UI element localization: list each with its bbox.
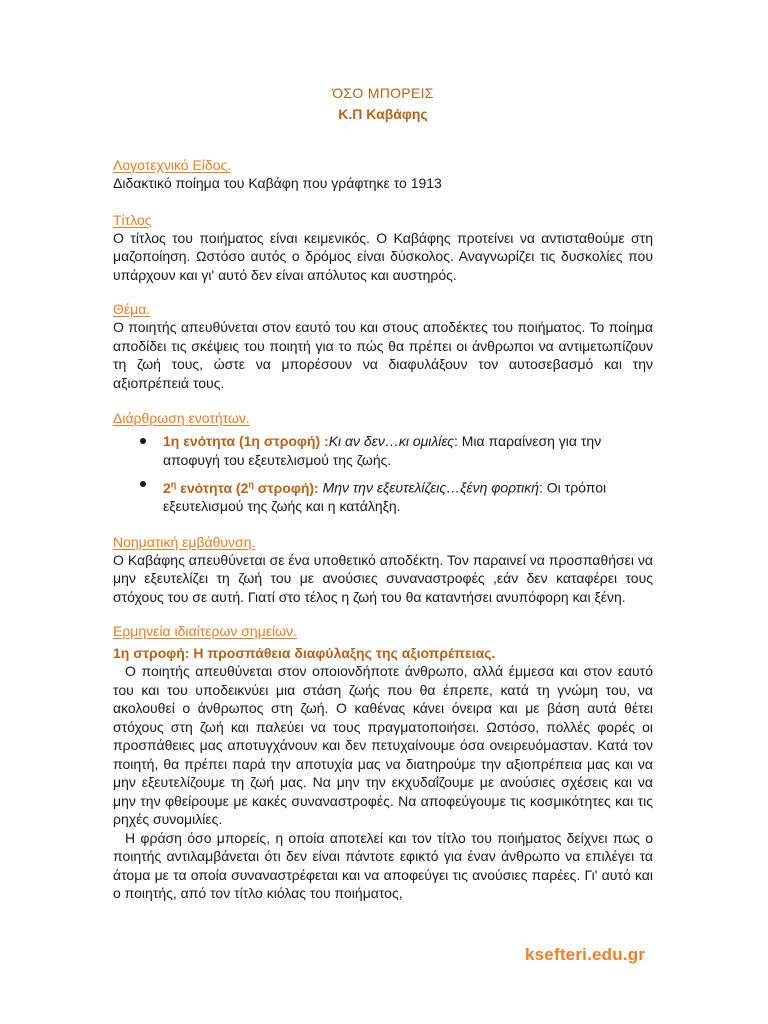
- text-theme: Ο ποιητής απευθύνεται στον εαυτό του και στους αποδέκτες του ποιήματος. Το ποίημα αποδίδει τις σκέψεις του ποιητή για το πώς θα πρέπει οι άνθρωποι να αντιμετωπίζουν τη ζωή τους, ώστε να μπορέσουν να διαφυλάξουν τον αυτοσεβασμό και την αξιοπρέπειά τους.: [113, 319, 653, 391]
- text-genre: Διδακτικό ποίημα του Καβάφη που γράφτηκε το 1913: [113, 175, 442, 191]
- unit-verses: Κι αν δεν…κι ομιλίες: [328, 433, 454, 449]
- heading-genre: Λογοτεχνικό Είδος.: [113, 157, 232, 173]
- section-title: [113, 211, 653, 285]
- text-title: Ο τίτλος του ποιήματος είναι κειμενικός. Ο Καβάφης προτείνει να αντισταθούμε στη μαζοποίηση. Ωστόσο αυτός ο δρόμος είναι δύσκολος. Αναγνωρίζει τις δυσκολίες που υπάρχουν και γι' αυτό δεν είναι απόλυτος και αυστηρός.: [113, 229, 653, 283]
- unit-description: : Μια παραίνεση για την αποφυγή του εξευτελισμού της ζωής.: [163, 433, 602, 468]
- bullet-icon: [140, 481, 146, 487]
- poem-title: ΌΣΟ ΜΠΟΡΕΙΣ: [332, 85, 434, 101]
- structure-list: [113, 432, 653, 516]
- list-item: [113, 475, 653, 516]
- unit-description: : Οι τρόποι εξευτελισμού της ζωής και η κατάληξη.: [163, 479, 607, 515]
- heading-theme: Θέμα.: [113, 301, 151, 317]
- section-interpretation: [113, 622, 653, 903]
- section-structure: [113, 409, 653, 516]
- heading-structure: Διάρθρωση ενοτήτων.: [113, 410, 250, 426]
- unit-label: 1η ενότητα (1η στροφή) :: [163, 433, 329, 449]
- site-watermark: ksefteri.edu.gr: [525, 945, 646, 964]
- text-interpretation-2: Η φράση όσο μπορείς, η οποία αποτελεί και τον τίτλο του ποιήματος δείχνει πως ο ποιητής αντιλαμβάνεται ότι δεν είναι πάντοτε εφικτό για έναν άνθρωπο να επιλέγει τα άτομα με τα οποία συναναστρέφεται και να αποφεύγει τις ανούσιες παρέες. Γι' αυτό και ο ποιητής, από τον τίτλο κιόλας του ποιήματος,: [113, 829, 653, 902]
- text-interpretation-1: Ο ποιητής απευθύνεται στον οποιονδήποτε άνθρωπο, αλλά έμμεσα και στον εαυτό του και του υποδεικνύει μια στάση ζωής που θα έπρεπε, κατά τη γνώμη του, να ακολουθεί ο άνθρωπος στη ζωή. Ο καθένας κάνει όνειρα και με βάση αυτά θέτει στόχους στη ζωή και παλεύει να τους πραγματοποιήσει. Ωστόσο, πολλές φορές οι προσπάθειες μας αποτυγχάνουν και δεν πετυχαίνουμε όσα ονειρευόμασταν. Κατά τον ποιητή, θα πρέπει παρά την αποτυχία μας να διατηρούμε την αξιοπρέπεια μας και να μην εξευτελίζουμε τη ζωή μας. Να μην την εκχυδαΐζουμε με ανούσιες σχέσεις και να μην την φθείρουμε με κακές συναναστροφές. Να αποφεύγουμε τις κοσμικότητες και τις ρηχές συνομιλίες.: [113, 663, 653, 828]
- unit-verses: Μην την εξευτελίζεις…ξένη φορτική: [318, 479, 539, 496]
- heading-interpretation: Ερμηνεία ιδιαίτερων σημείων.: [113, 623, 297, 640]
- text-meaning: Ο Καβάφης απευθύνεται σε ένα υποθετικό αποδέκτη. Τον παραινεί να προσπαθήσει να μην εξευτελίζει τη ζωή του με ανούσιες συναναστροφές ,εάν δεν καταφέρει τους στόχους του σε αυτή. Γιατί στο τέλος η ζωή του θα καταντήσει ανυπόφορη και ξένη.: [113, 551, 653, 605]
- section-meaning: [113, 533, 653, 607]
- heading-meaning: Νοηματική εμβάθυνση.: [113, 533, 256, 550]
- poem-author: Κ.Π Καβάφης: [338, 106, 428, 122]
- unit-label: $2^\eta$ ενότητα ($2^\eta$ στροφή):: [163, 479, 319, 496]
- list-item: [113, 432, 653, 469]
- bullet-icon: [140, 438, 146, 444]
- subheading-stanza1: 1η στροφή: Η προσπάθεια διαφύλαξης της αξιοπρέπειας.: [113, 645, 496, 662]
- heading-title: Τίτλος: [113, 211, 152, 228]
- section-genre: [113, 156, 653, 193]
- document-body: [113, 84, 653, 903]
- section-theme: [113, 300, 653, 392]
